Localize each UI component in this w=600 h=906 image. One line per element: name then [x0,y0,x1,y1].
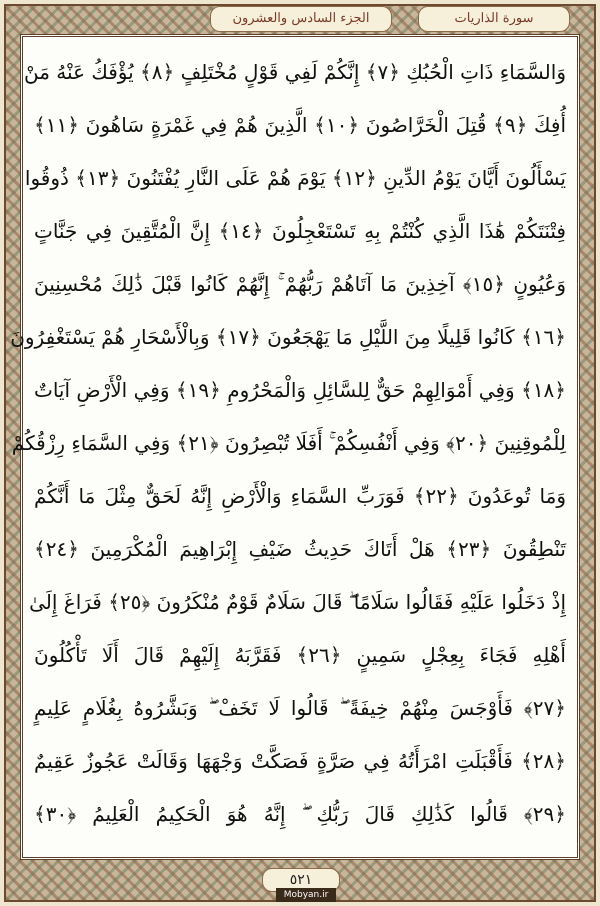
text-line: ﴿٢٩﴾ قَالُوا كَذَٰلِكِ قَالَ رَبُّكِ ۖ إِنَّهُ هُوَ الْحَكِيمُ الْعَلِيمُ ﴿٣٠﴾ [34,802,566,826]
text-line: فِتْنَتَكُمْ هَٰذَا الَّذِي كُنْتُمْ بِهِ تَسْتَعْجِلُونَ ﴿١٤﴾ إِنَّ الْمُتَّقِينَ فِي جَنَّاتٍ [34,219,566,243]
quran-text-lines [10,52,567,842]
text-line: ﴿٢٧﴾ فَأَوْجَسَ مِنْهُمْ خِيفَةً ۖ قَالُوا لَا تَخَفْ ۖ وَبَشَّرُوهُ بِغُلَامٍ عَلِيمٍ [34,696,566,720]
text-line: وَالسَّمَاءِ ذَاتِ الْحُبُكِ ﴿٧﴾ إِنَّكُمْ لَفِي قَوْلٍ مُخْتَلِفٍ ﴿٨﴾ يُؤْفَكُ عَنْهُ مَنْ [24,60,566,84]
text-line: تَنْطِقُونَ ﴿٢٣﴾ هَلْ أَتَاكَ حَدِيثُ ضَيْفِ إِبْرَاهِيمَ الْمُكْرَمِينَ ﴿٢٤﴾ [34,537,566,561]
text-line: إِذْ دَخَلُوا عَلَيْهِ فَقَالُوا سَلَامًا ۖ قَالَ سَلَامٌ قَوْمٌ مُنْكَرُونَ ﴿٢٥﴾ فَرَاغَ إِلَىٰ [29,590,566,614]
text-line: وَمَا تُوعَدُونَ ﴿٢٢﴾ فَوَرَبِّ السَّمَاءِ وَالْأَرْضِ إِنَّهُ لَحَقٌّ مِثْلَ مَا أَنَّكُمْ [34,484,566,508]
text-line: أُفِكَ ﴿٩﴾ قُتِلَ الْخَرَّاصُونَ ﴿١٠﴾ الَّذِينَ هُمْ فِي غَمْرَةٍ سَاهُونَ ﴿١١﴾ [34,113,566,137]
text-line: وَعُيُونٍ ﴿١٥﴾ آخِذِينَ مَا آتَاهُمْ رَبُّهُمْ ۚ إِنَّهُمْ كَانُوا قَبْلَ ذَٰلِكَ مُحْسِنِينَ [34,272,566,296]
surah-title: سورة الذاريات [418,6,570,32]
text-line: ﴿٢٨﴾ فَأَقْبَلَتِ امْرَأَتُهُ فِي صَرَّةٍ فَصَكَّتْ وَجْهَهَا وَقَالَتْ عَجُوزٌ عَقِيمٌ [34,749,566,773]
text-line: يَسْأَلُونَ أَيَّانَ يَوْمُ الدِّينِ ﴿١٢﴾ يَوْمَ هُمْ عَلَى النَّارِ يُفْتَنُونَ ﴿١٣﴾ ذُوقُوا [24,166,566,190]
text-line: ﴿١٨﴾ وَفِي أَمْوَالِهِمْ حَقٌّ لِلسَّائِلِ وَالْمَحْرُومِ ﴿١٩﴾ وَفِي الْأَرْضِ آيَاتٌ [34,378,567,402]
page-header [20,6,580,32]
page-number: ٥٢١ [262,868,340,892]
text-line: ﴿١٦﴾ كَانُوا قَلِيلًا مِنَ اللَّيْلِ مَا يَهْجَعُونَ ﴿١٧﴾ وَبِالْأَسْحَارِ هُمْ يَسْتَغْفِرُونَ [10,325,566,349]
text-line: أَهْلِهِ فَجَاءَ بِعِجْلٍ سَمِينٍ ﴿٢٦﴾ فَقَرَّبَهُ إِلَيْهِمْ قَالَ أَلَا تَأْكُلُونَ [34,643,566,667]
watermark: Mobyan.ir [276,888,336,902]
juz-title: الجزء السادس والعشرون [210,6,392,32]
text-line: لِلْمُوقِنِينَ ﴿٢٠﴾ وَفِي أَنْفُسِكُمْ ۚ أَفَلَا تُبْصِرُونَ ﴿٢١﴾ وَفِي السَّمَاءِ رِزْقُكُمْ [11,431,566,455]
